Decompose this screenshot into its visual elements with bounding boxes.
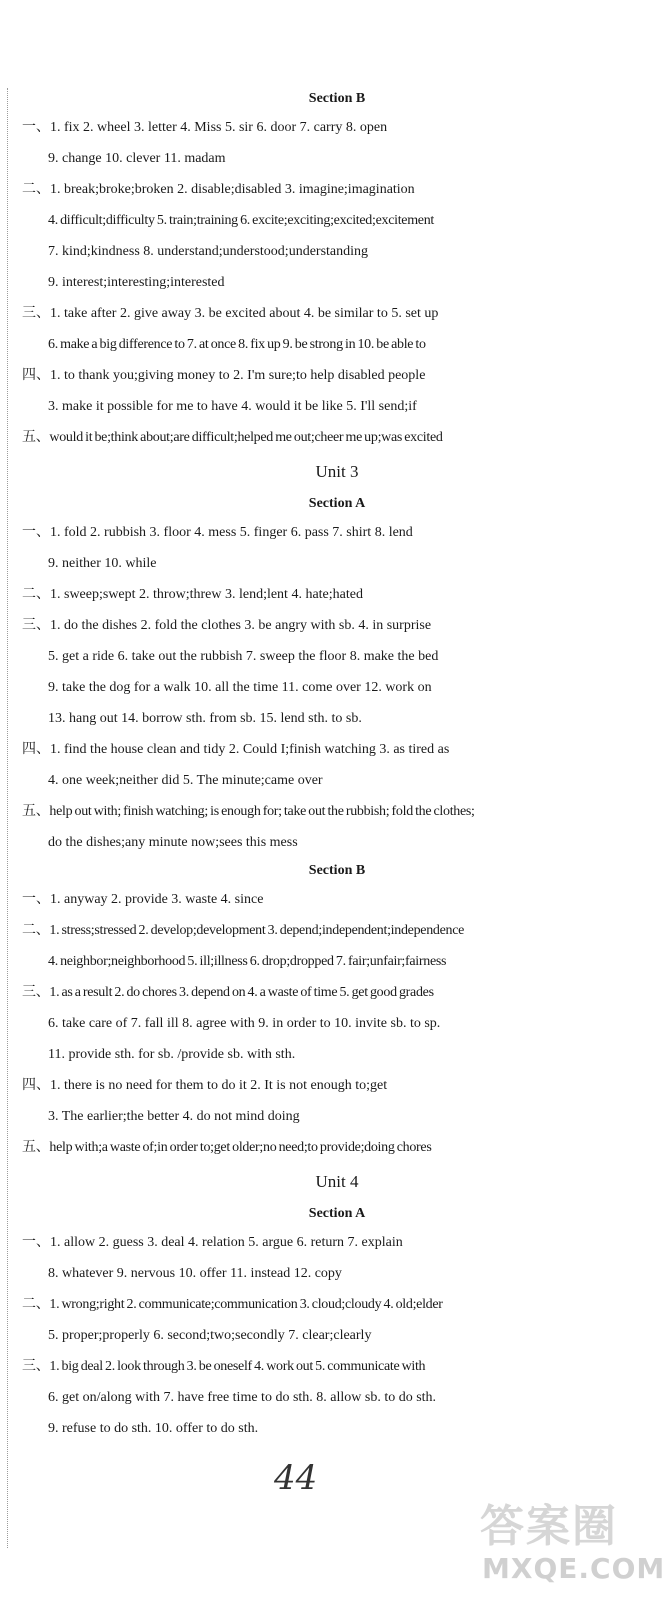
answer-line: 一、1. fold 2. rubbish 3. floor 4. mess 5. finger 6. pass 7. shirt 8. lend <box>22 525 413 540</box>
answer-line: 9. refuse to do sth. 10. offer to do sth. <box>48 1421 259 1436</box>
answer-line: 一、1. allow 2. guess 3. deal 4. relation 5. argue 6. return 7. explain <box>22 1235 403 1250</box>
answer-line: 二、1. sweep;swept 2. throw;threw 3. lend;lent 4. hate;hated <box>22 587 363 602</box>
dotted-margin-line <box>7 88 8 1548</box>
answer-line: 二、1. wrong;right 2. communicate;communication 3. cloud;cloudy 4. old;elder <box>22 1297 443 1312</box>
watermark-en: MXQE.COM <box>482 1552 666 1585</box>
section-heading: Section A <box>308 1206 366 1221</box>
answer-line: 二、1. break;broke;broken 2. disable;disabled 3. imagine;imagination <box>22 182 415 197</box>
answer-line: 3. The earlier;the better 4. do not mind doing <box>48 1109 300 1124</box>
answer-line: 13. hang out 14. borrow sth. from sb. 15. lend sth. to sb. <box>48 711 362 726</box>
answer-line: 三、1. big deal 2. look through 3. be oneself 4. work out 5. communicate with <box>22 1359 426 1374</box>
answer-line: 4. one week;neither did 5. The minute;came over <box>48 773 323 788</box>
unit-heading: Unit 4 <box>315 1172 359 1191</box>
answer-line: 三、1. do the dishes 2. fold the clothes 3. be angry with sb. 4. in surprise <box>22 618 432 633</box>
unit-heading: Unit 3 <box>315 462 359 481</box>
answer-line: 5. proper;properly 6. second;two;secondly 7. clear;clearly <box>48 1328 372 1343</box>
answer-line: 四、1. to thank you;giving money to 2. I'm sure;to help disabled people <box>22 368 426 383</box>
answer-line: 二、1. stress;stressed 2. develop;development 3. depend;independent;independence <box>22 923 465 938</box>
watermark-cn: 答案圈 <box>480 1501 618 1552</box>
answer-line: 3. make it possible for me to have 4. would it be like 5. I'll send;if <box>48 399 417 414</box>
answer-line: 五、help out with; finish watching; is enough for; take out the rubbish; fold the clothes; <box>22 804 475 819</box>
answer-key-content <box>22 86 652 1444</box>
answer-line: 6. take care of 7. fall ill 8. agree with 9. in order to 10. invite sb. to sp. <box>48 1016 441 1031</box>
answer-line: 9. take the dog for a walk 10. all the time 11. come over 12. work on <box>48 680 432 695</box>
answer-line: 五、help with;a waste of;in order to;get older;no need;to provide;doing chores <box>22 1140 432 1155</box>
page-number: 44 <box>274 1458 318 1498</box>
answer-line: 三、1. take after 2. give away 3. be excited about 4. be similar to 5. set up <box>22 306 439 321</box>
answer-line: 8. whatever 9. nervous 10. offer 11. instead 12. copy <box>48 1266 342 1281</box>
answer-line: 9. neither 10. while <box>48 556 157 571</box>
answer-line: 一、1. fix 2. wheel 3. letter 4. Miss 5. sir 6. door 7. carry 8. open <box>22 120 388 135</box>
site-watermark <box>472 1490 666 1595</box>
answer-line: 4. neighbor;neighborhood 5. ill;illness 6. drop;dropped 7. fair;unfair;fairness <box>48 954 447 969</box>
section-heading: Section B <box>308 863 366 878</box>
answer-line: 6. make a big difference to 7. at once 8. fix up 9. be strong in 10. be able to <box>48 337 426 352</box>
answer-line: 四、1. there is no need for them to do it 2. It is not enough to;get <box>22 1078 388 1093</box>
answer-line: 五、would it be;think about;are difficult;helped me out;cheer me up;was excited <box>22 430 443 445</box>
section-heading: Section B <box>308 91 366 106</box>
answer-line: 4. difficult;difficulty 5. train;training 6. excite;exciting;excited;excitement <box>48 213 434 228</box>
answer-line: do the dishes;any minute now;sees this mess <box>48 835 298 850</box>
section-heading: Section A <box>308 496 366 511</box>
answer-line: 三、1. as a result 2. do chores 3. depend on 4. a waste of time 5. get good grades <box>22 985 434 1000</box>
answer-line: 四、1. find the house clean and tidy 2. Could I;finish watching 3. as tired as <box>22 742 450 757</box>
answer-line: 5. get a ride 6. take out the rubbish 7. sweep the floor 8. make the bed <box>48 649 439 664</box>
answer-line: 6. get on/along with 7. have free time to do sth. 8. allow sb. to do sth. <box>48 1390 437 1405</box>
answer-line: 7. kind;kindness 8. understand;understood;understanding <box>48 244 369 259</box>
answer-line: 9. interest;interesting;interested <box>48 275 225 290</box>
answer-line: 一、1. anyway 2. provide 3. waste 4. since <box>22 892 264 907</box>
answer-line: 11. provide sth. for sb. /provide sb. with sth. <box>48 1047 296 1062</box>
answer-line: 9. change 10. clever 11. madam <box>48 151 226 166</box>
